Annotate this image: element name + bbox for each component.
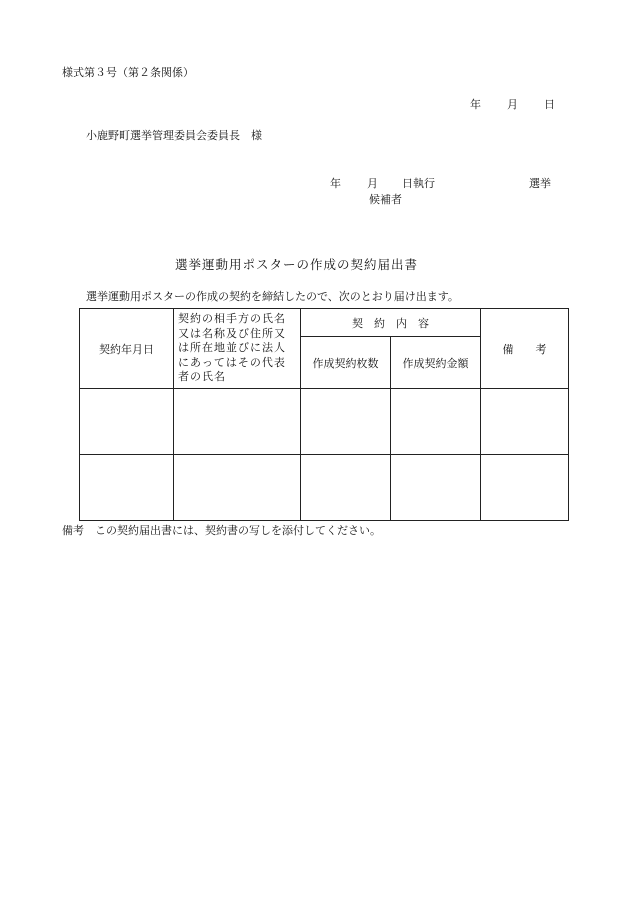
- header-contract-date: 契約年月日: [80, 309, 174, 389]
- header-remarks: 備 考: [481, 309, 569, 389]
- header-contract-details: 契 約 内 容: [301, 309, 481, 337]
- table-cell[interactable]: [391, 455, 481, 521]
- document-title: 選挙運動用ポスターの作成の契約届出書: [175, 257, 419, 272]
- table-cell[interactable]: [481, 389, 569, 455]
- day-label: 日: [544, 98, 555, 111]
- header-party: 契約の相手方の氏名又は名称及び住所又は所在地並びに法人にあってはその代表者の氏名: [174, 309, 301, 389]
- table-cell[interactable]: [174, 455, 301, 521]
- header-quantity: 作成契約枚数: [301, 337, 391, 389]
- candidate-label: 候補者: [369, 193, 402, 206]
- election-execution-line: [330, 175, 551, 191]
- header-amount: 作成契約金額: [391, 337, 481, 389]
- table-cell[interactable]: [301, 455, 391, 521]
- table-row: [80, 455, 569, 521]
- table-cell[interactable]: [80, 389, 174, 455]
- exec-month-label: 月: [367, 177, 378, 190]
- remarks-note: 備考 この契約届出書には、契約書の写しを添付してください。: [62, 524, 381, 537]
- election-label: 選挙: [529, 177, 551, 190]
- contract-table: [79, 308, 569, 521]
- submission-date-line: [470, 96, 555, 112]
- table-cell[interactable]: [391, 389, 481, 455]
- table-row: [80, 389, 569, 455]
- year-label: 年: [470, 98, 481, 111]
- addressee: 小鹿野町選挙管理委員会委員長 様: [86, 129, 262, 142]
- table-cell[interactable]: [481, 455, 569, 521]
- form-number: 様式第３号（第２条関係）: [62, 66, 194, 79]
- table-cell[interactable]: [80, 455, 174, 521]
- table-cell[interactable]: [301, 389, 391, 455]
- exec-year-label: 年: [330, 177, 341, 190]
- month-label: 月: [507, 98, 518, 111]
- intro-text: 選挙運動用ポスターの作成の契約を締結したので、次のとおり届け出ます。: [86, 290, 459, 303]
- exec-day-label: 日執行: [402, 177, 435, 190]
- table-cell[interactable]: [174, 389, 301, 455]
